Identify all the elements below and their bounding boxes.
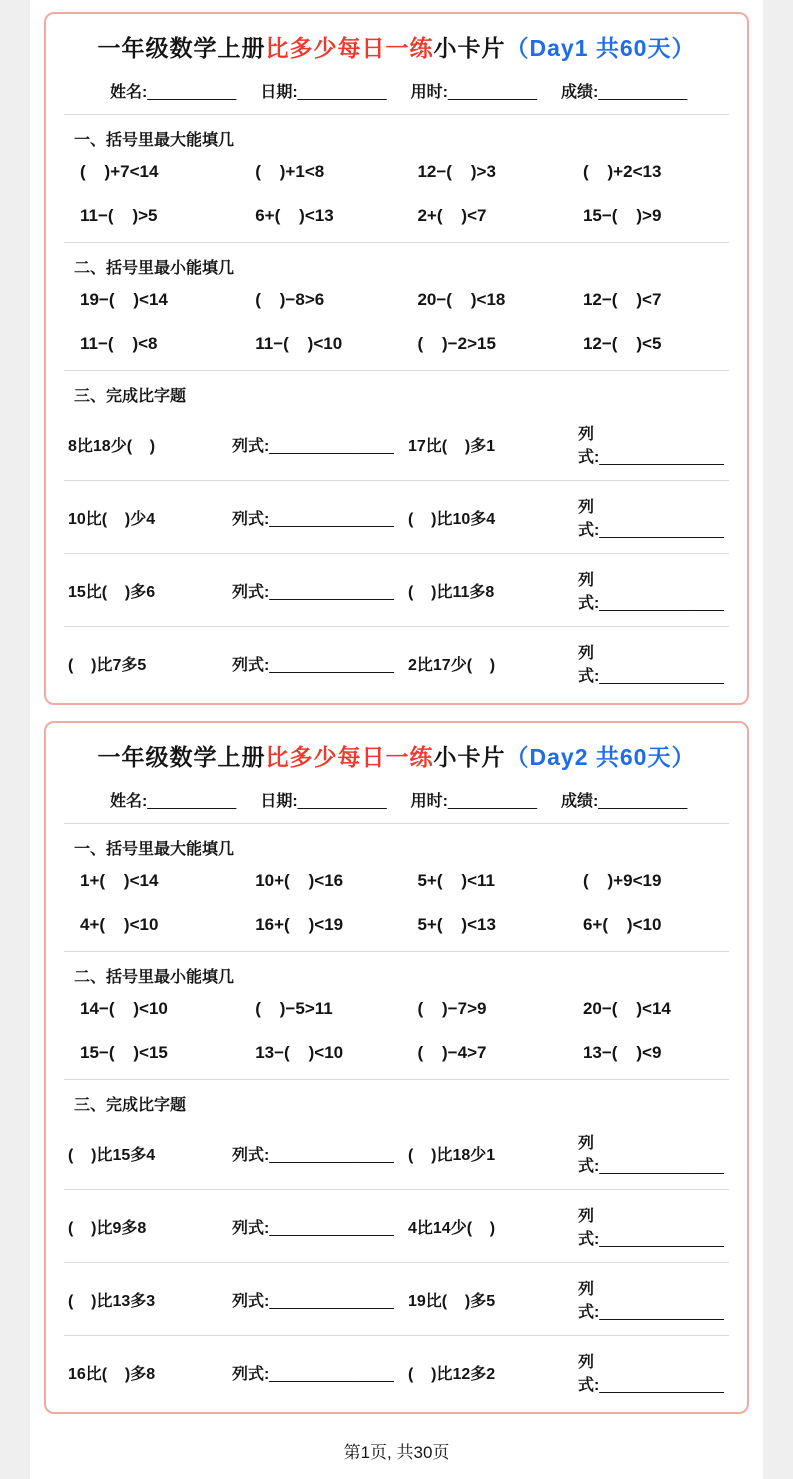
name-label: 姓名: [110, 84, 148, 101]
score-field [561, 79, 687, 102]
math-problem: 11−( )>5 [80, 206, 158, 225]
page-number: 第1页, 共30页 [343, 1443, 450, 1462]
lieshi-field [578, 1130, 729, 1176]
name-blank: __________ [147, 84, 237, 101]
min-fill-problems [64, 280, 729, 370]
section-compare [64, 371, 729, 699]
compare-row [64, 627, 729, 699]
lieshi-blank: ______________ [599, 595, 724, 612]
math-problem: ( )+1<8 [255, 162, 325, 181]
compare-row [64, 1336, 729, 1408]
compare-problem: ( )比13多3 [68, 1292, 156, 1310]
section-heading-max: 一、括号里最大能填几 [74, 841, 235, 858]
lieshi-label: 列式: [232, 437, 270, 455]
card-title-prefix: 一年级数学上册 [97, 35, 266, 61]
compare-row [64, 1263, 729, 1336]
section-min-fill [64, 952, 729, 1080]
date-blank: __________ [297, 793, 387, 810]
compare-rows [64, 408, 729, 699]
math-problem: ( )−7>9 [417, 999, 487, 1018]
compare-problem: 4比14少( ) [408, 1219, 496, 1237]
compare-problem: 10比( )少4 [68, 510, 156, 528]
name-label: 姓名: [110, 793, 148, 810]
lieshi-blank: ______________ [599, 1377, 724, 1394]
lieshi-blank: ______________ [599, 1304, 724, 1321]
lieshi-label: 列式: [578, 645, 600, 685]
math-problem: 10+( )<16 [255, 871, 344, 890]
lieshi-label: 列式: [232, 1146, 270, 1164]
math-problem: ( )+7<14 [80, 162, 159, 181]
info-row [64, 784, 729, 824]
section-compare [64, 1080, 729, 1408]
lieshi-label: 列式: [232, 1365, 270, 1383]
date-label: 日期: [260, 793, 298, 810]
lieshi-field [232, 1361, 408, 1384]
lieshi-blank: ______________ [599, 522, 724, 539]
lieshi-label: 列式: [232, 583, 270, 601]
compare-problem: 16比( )多8 [68, 1365, 156, 1383]
math-problem: 15−( )<15 [80, 1043, 168, 1062]
time-used-label: 用时: [410, 793, 448, 810]
lieshi-blank: ______________ [269, 437, 394, 455]
math-problem: 19−( )<14 [80, 290, 168, 309]
lieshi-field [578, 567, 729, 613]
time-used-blank: __________ [448, 793, 537, 810]
lieshi-label: 列式: [578, 1135, 600, 1175]
date-label: 日期: [260, 84, 298, 101]
lieshi-label: 列式: [232, 656, 270, 674]
math-problem: ( )−8>6 [255, 290, 325, 309]
math-problem: 11−( )<10 [255, 334, 343, 353]
section-max-fill [64, 824, 729, 952]
math-problem: 11−( )<8 [80, 334, 158, 353]
math-problem: ( )+2<13 [582, 162, 662, 181]
name-field [110, 788, 236, 811]
date-field [260, 788, 386, 811]
lieshi-field [578, 494, 729, 540]
lieshi-blank: ______________ [599, 668, 724, 685]
card-title-suffix: 小卡片 [433, 35, 506, 61]
time-used-field [411, 788, 537, 811]
card-title [64, 26, 729, 75]
lieshi-blank: ______________ [269, 1219, 394, 1237]
lieshi-blank: ______________ [269, 656, 394, 674]
score-field [561, 788, 687, 811]
lieshi-blank: ______________ [599, 1158, 724, 1175]
max-fill-problems [64, 152, 729, 242]
card-title-day: （Day2 共60天） [505, 744, 696, 770]
date-blank: __________ [297, 84, 387, 101]
compare-problem: 2比17少( ) [408, 656, 496, 674]
math-problem: 4+( )<10 [80, 915, 159, 934]
math-problem: 20−( )<18 [417, 290, 506, 309]
card-title-day: （Day1 共60天） [505, 35, 696, 61]
math-problem: 14−( )<10 [80, 999, 168, 1018]
compare-rows [64, 1117, 729, 1408]
compare-problem: 15比( )多6 [68, 583, 156, 601]
math-problem: 12−( )<5 [582, 334, 662, 353]
math-problem: 6+( )<13 [255, 206, 334, 225]
math-problem: 20−( )<14 [582, 999, 671, 1018]
math-problem: ( )−2>15 [417, 334, 496, 353]
lieshi-field [578, 1349, 729, 1395]
compare-row [64, 408, 729, 481]
worksheet-page [30, 0, 763, 1479]
math-problem: 5+( )<11 [417, 871, 495, 890]
lieshi-field [232, 579, 408, 602]
lieshi-field [578, 640, 729, 686]
name-blank: __________ [147, 793, 237, 810]
lieshi-blank: ______________ [599, 1231, 724, 1248]
lieshi-blank: ______________ [269, 1292, 394, 1310]
section-heading-compare: 三、完成比字题 [74, 388, 187, 405]
card-title-prefix: 一年级数学上册 [97, 744, 266, 770]
name-field [110, 79, 236, 102]
compare-problem: 19比( )多5 [408, 1292, 496, 1310]
score-blank: __________ [598, 84, 688, 101]
math-problem: 1+( )<14 [80, 871, 159, 890]
compare-problem: ( )比18少1 [408, 1146, 496, 1164]
compare-problem: 17比( )多1 [408, 437, 496, 455]
lieshi-blank: ______________ [599, 449, 724, 466]
info-row [64, 75, 729, 115]
lieshi-field [578, 1276, 729, 1322]
math-problem: 6+( )<10 [582, 915, 662, 934]
lieshi-label: 列式: [232, 1292, 270, 1310]
lieshi-field [578, 1203, 729, 1249]
compare-problem: ( )比9多8 [68, 1219, 147, 1237]
max-fill-problems [64, 861, 729, 951]
lieshi-label: 列式: [578, 1281, 600, 1321]
time-used-field [411, 79, 537, 102]
compare-row [64, 481, 729, 554]
section-min-fill [64, 243, 729, 371]
worksheet-card-day2 [44, 721, 749, 1414]
time-used-blank: __________ [448, 84, 537, 101]
section-heading-compare: 三、完成比字题 [74, 1097, 187, 1114]
lieshi-blank: ______________ [269, 1146, 394, 1164]
compare-row [64, 1117, 729, 1190]
lieshi-field [232, 433, 408, 456]
lieshi-field [232, 506, 408, 529]
lieshi-field [232, 1142, 408, 1165]
lieshi-label: 列式: [232, 1219, 270, 1237]
lieshi-field [578, 421, 729, 467]
card-title [64, 735, 729, 784]
compare-row [64, 554, 729, 627]
compare-problem: ( )比7多5 [68, 656, 147, 674]
score-label: 成绩: [560, 793, 599, 810]
lieshi-label: 列式: [578, 572, 600, 612]
math-problem: 12−( )<7 [582, 290, 662, 309]
lieshi-label: 列式: [578, 1208, 600, 1248]
math-problem: 15−( )>9 [582, 206, 662, 225]
lieshi-label: 列式: [578, 1354, 600, 1394]
section-max-fill [64, 115, 729, 243]
date-field [260, 79, 386, 102]
section-heading-max: 一、括号里最大能填几 [74, 132, 235, 149]
math-problem: 5+( )<13 [417, 915, 496, 934]
lieshi-label: 列式: [578, 499, 600, 539]
min-fill-problems [64, 989, 729, 1079]
compare-problem: ( )比15多4 [68, 1146, 156, 1164]
compare-row [64, 1190, 729, 1263]
score-label: 成绩: [560, 84, 599, 101]
lieshi-blank: ______________ [269, 583, 394, 601]
worksheet-card-day1 [44, 12, 749, 705]
math-problem: 12−( )>3 [417, 162, 496, 181]
score-blank: __________ [598, 793, 688, 810]
lieshi-label: 列式: [578, 426, 600, 466]
math-problem: 16+( )<19 [255, 915, 344, 934]
math-problem: 13−( )<9 [582, 1043, 662, 1062]
compare-problem: ( )比12多2 [408, 1365, 496, 1383]
math-problem: 2+( )<7 [417, 206, 487, 225]
math-problem: 13−( )<10 [255, 1043, 344, 1062]
lieshi-field [232, 1288, 408, 1311]
lieshi-field [232, 1215, 408, 1238]
compare-problem: ( )比11多8 [408, 583, 495, 601]
math-problem: ( )−4>7 [417, 1043, 487, 1062]
lieshi-field [232, 652, 408, 675]
math-problem: ( )−5>11 [255, 999, 333, 1018]
lieshi-blank: ______________ [269, 1365, 394, 1383]
section-heading-min: 二、括号里最小能填几 [74, 260, 235, 277]
card-title-suffix: 小卡片 [433, 744, 506, 770]
card-title-highlight: 比多少每日一练 [265, 35, 434, 61]
section-heading-min: 二、括号里最小能填几 [74, 969, 235, 986]
time-used-label: 用时: [410, 84, 448, 101]
card-title-highlight: 比多少每日一练 [265, 744, 434, 770]
compare-problem: 8比18少( ) [68, 437, 156, 455]
lieshi-label: 列式: [232, 510, 270, 528]
math-problem: ( )+9<19 [582, 871, 662, 890]
lieshi-blank: ______________ [269, 510, 394, 528]
compare-problem: ( )比10多4 [408, 510, 496, 528]
